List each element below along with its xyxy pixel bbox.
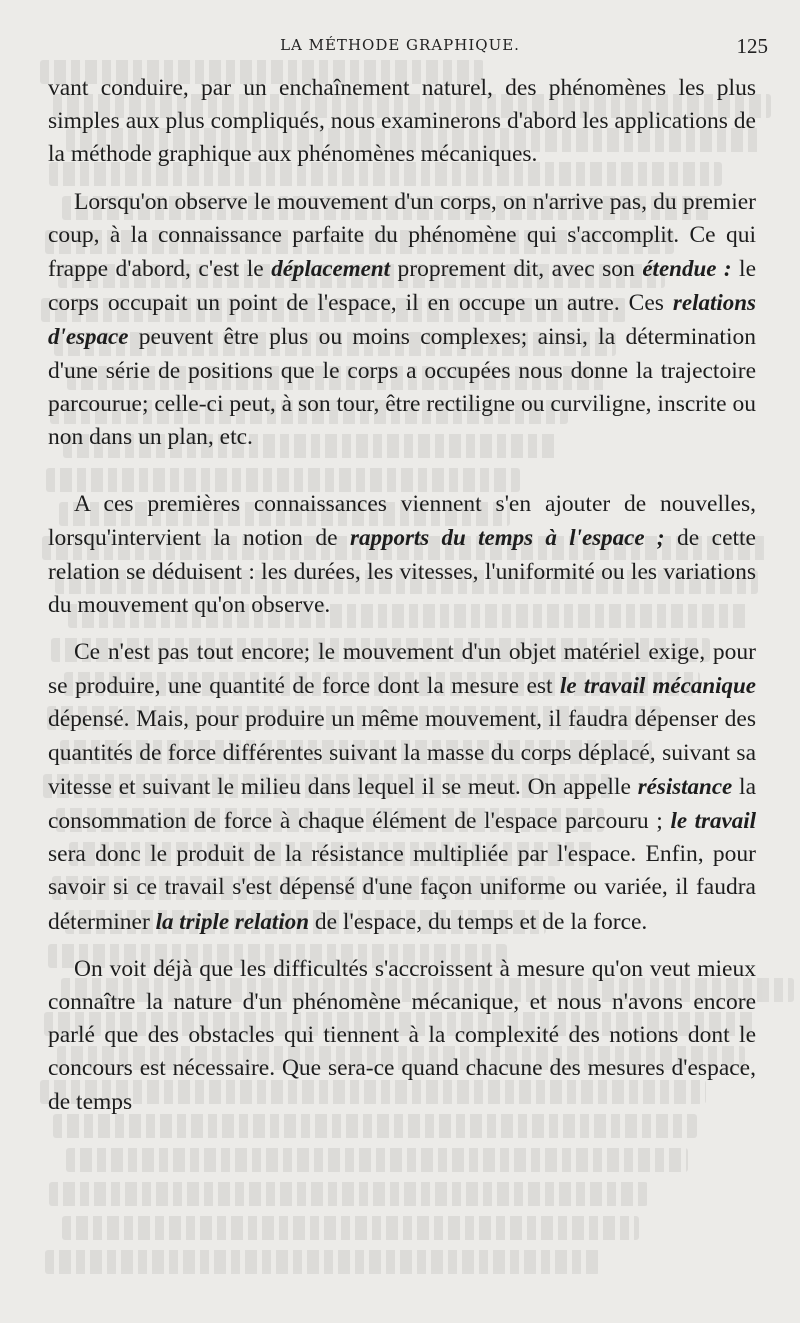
show-through-line <box>49 1182 648 1206</box>
paragraph <box>48 636 756 939</box>
body-text <box>48 72 756 1133</box>
text-run: de l'espace, du temps et de la force. <box>309 908 648 935</box>
paragraph <box>48 953 756 1119</box>
running-title: LA MÉTHODE GRAPHIQUE. <box>280 36 520 54</box>
emphasized-term: le travail mécanique <box>560 673 756 699</box>
emphasized-term: résistance <box>637 773 733 799</box>
show-through-line <box>45 1250 600 1274</box>
emphasized-term: relations d'espace <box>48 290 756 350</box>
text-run: proprement dit, avec son <box>390 256 643 283</box>
show-through-line <box>66 1148 688 1172</box>
text-run: dépensé. Mais, pour produire un même mouvement, il faudra dépenser des quantités de force différentes suivant la masse du corps déplacé, suivant sa vitesse et suivant le milieu dans lequel il se meut. On appelle <box>48 706 756 800</box>
emphasized-term: la triple relation <box>155 908 309 934</box>
text-run: le corps occupait un point de l'espace, il en occupe un autre. Ces <box>48 256 757 317</box>
paragraph <box>48 186 756 455</box>
text-run: On voit déjà que les difficultés s'accroissent à mesure qu'on veut mieux connaître la nature d'un phénomène mécanique, et nous n'avons encore parlé que des obstacles qui tiennent à la complexité des notions dont le concours est nécessaire. Que sera-ce quand chacune des mesures d'espace, de temps <box>48 955 756 1115</box>
emphasized-term: rapports du temps à l'espace ; <box>350 525 665 551</box>
text-run: peuvent être plus ou moins complexes; ainsi, la détermination d'une série de positions que le corps a occupées nous donne la trajectoire parcourue; celle-ci peut, à son tour, être rectiligne ou curviligne, inscrite ou non dans un plan, etc. <box>48 324 756 451</box>
page-number: 125 <box>736 34 768 58</box>
text-run: A ces premières connaissances viennent s'en ajouter de nouvelles, lorsqu'intervient la notion de <box>48 491 756 552</box>
show-through-line <box>62 1216 639 1240</box>
text-run: de cette relation se déduisent : les durées, les vitesses, l'uniformité ou les variations du mouvement qu'on observe. <box>48 525 756 618</box>
emphasized-term: déplacement <box>271 256 391 282</box>
text-run: Ce n'est pas tout encore; le mouvement d'un objet matériel exige, pour se produire, une quantité de force dont la mesure est <box>48 639 756 700</box>
text-run: la consommation de force à chaque élément de l'espace parcouru ; <box>48 773 757 835</box>
text-run: vant conduire, par un enchaînement naturel, des phénomènes les plus simples aux plus compliqués, nous examinerons d'abord les applications de la méthode graphique aux phénomènes mécaniques. <box>48 75 756 168</box>
paragraph <box>48 72 756 172</box>
text-run: Lorsqu'on observe le mouvement d'un corps, on n'arrive pas, du premier coup, à la connaissance parfaite du phénomène qui s'accomplit. Ce qui frappe d'abord, c'est le <box>48 188 756 283</box>
paragraph <box>48 488 756 622</box>
page-header <box>0 32 800 62</box>
emphasized-term: le travail <box>670 808 756 834</box>
emphasized-term: étendue : <box>642 256 732 282</box>
text-run: sera donc le produit de la résistance multipliée par l'espace. Enfin, pour savoir si ce travail s'est dépensé d'une façon uniforme ou variée, il faudra déterminer <box>48 841 756 935</box>
